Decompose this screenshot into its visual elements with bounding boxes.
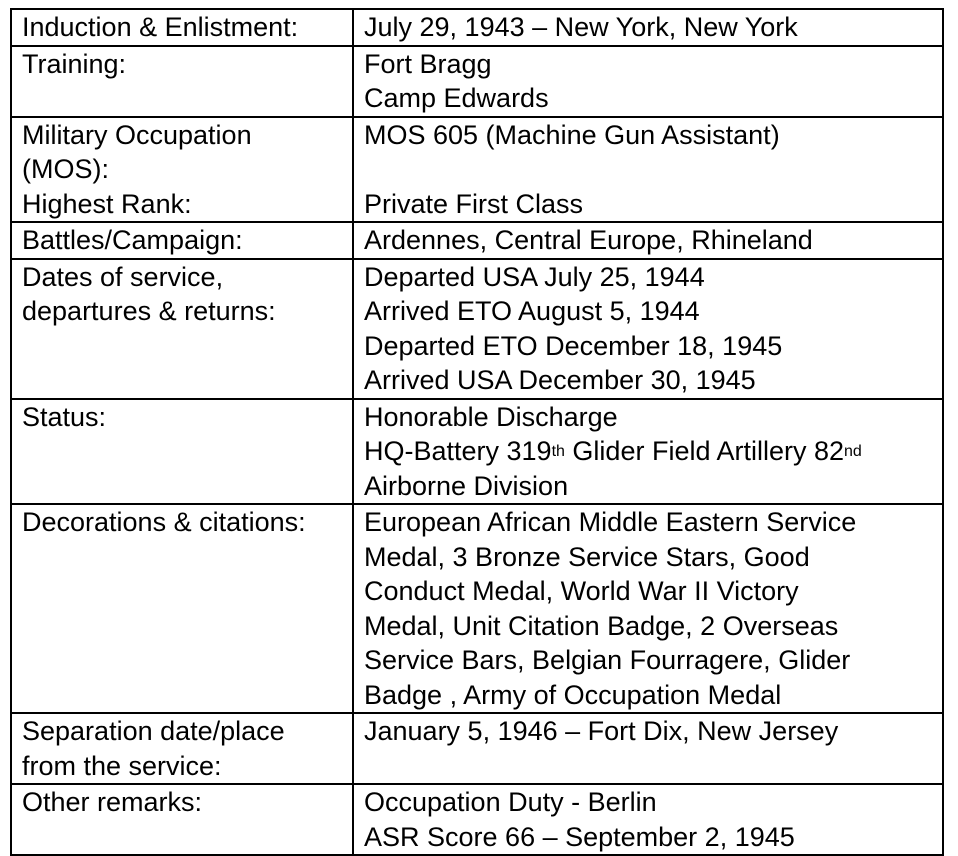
field-value-line: Conduct Medal, World War II Victory [364,576,799,606]
field-label-cell [11,46,353,117]
field-value-line: July 29, 1943 – New York, New York [364,12,798,42]
field-value-cell [353,117,943,223]
field-label-cell [11,117,353,223]
field-value-cell [353,784,943,855]
field-value-line: Medal, 3 Bronze Service Stars, Good [364,541,810,572]
field-label-cell [11,399,353,505]
field-value-line: Fort Bragg [364,48,492,79]
service-record-table [10,8,944,856]
field-value-cell [353,46,943,117]
table-row [11,713,943,784]
field-label-line: Decorations & citations: [22,507,306,537]
table-row [11,9,943,46]
field-label-line: Training: [22,48,127,79]
field-label-line: Induction & Enlistment: [22,12,299,42]
field-value-line: Service Bars, Belgian Fourragere, Glider [364,645,851,675]
field-value-line: ASR Score 66 – September 2, 1945 [364,821,795,852]
field-value-line: Arrived USA December 30, 1945 [364,365,756,395]
table-row [11,399,943,505]
table-row [11,259,943,399]
field-value-cell [353,504,943,713]
table-row [11,46,943,117]
field-value-line: Honorable Discharge [364,401,618,432]
field-value-line: Badge , Army of Occupation Medal [364,679,782,710]
field-label-cell [11,9,353,46]
field-value-line: Departed USA July 25, 1944 [364,261,705,292]
field-value-line: Ardennes, Central Europe, Rhineland [364,225,813,255]
field-label-line: (MOS): [22,154,109,184]
field-value-line: European African Middle Eastern Service [364,507,857,537]
field-label-line: Highest Rank: [22,188,192,219]
field-label-cell [11,713,353,784]
table-row [11,784,943,855]
field-value-cell [353,259,943,399]
table-row [11,222,943,259]
field-value-cell [353,9,943,46]
field-label-line: Military Occupation [22,119,252,150]
table-row [11,504,943,713]
unit-division-line: Airborne Division [364,470,569,501]
field-value-line: MOS 605 (Machine Gun Assistant) [364,119,780,150]
unit-text: HQ-Battery 319 [364,436,552,466]
field-label-line: departures & returns: [22,296,276,326]
field-value-line: Medal, Unit Citation Badge, 2 Overseas [364,610,839,641]
field-label-cell [11,784,353,855]
field-value-line: Arrived ETO August 5, 1944 [364,296,700,326]
field-value-line: January 5, 1946 – Fort Dix, New Jersey [364,716,839,746]
field-value-line: Occupation Duty - Berlin [364,787,657,817]
field-value-cell [353,399,943,505]
field-label-cell [11,504,353,713]
field-label-line: Separation date/place [22,716,285,746]
unit-assignment-line [364,434,942,469]
unit-text: Glider Field Artillery 82 [564,436,845,466]
field-label-cell [11,259,353,399]
field-value-line [364,152,942,187]
ordinal-suffix: th [551,443,565,460]
table-row [11,117,943,223]
field-value-line: Camp Edwards [364,83,549,113]
field-value-line: Private First Class [364,188,584,219]
service-record-body [11,9,943,855]
field-value-cell [353,713,943,784]
field-value-cell [353,222,943,259]
field-label-line: from the service: [22,750,222,781]
field-label-cell [11,222,353,259]
ordinal-suffix: nd [844,443,862,460]
field-label-line: Battles/Campaign: [22,225,243,255]
field-label-line: Status: [22,401,107,432]
field-value-line: Departed ETO December 18, 1945 [364,330,783,361]
field-label-line: Dates of service, [22,261,224,292]
field-label-line: Other remarks: [22,787,203,817]
